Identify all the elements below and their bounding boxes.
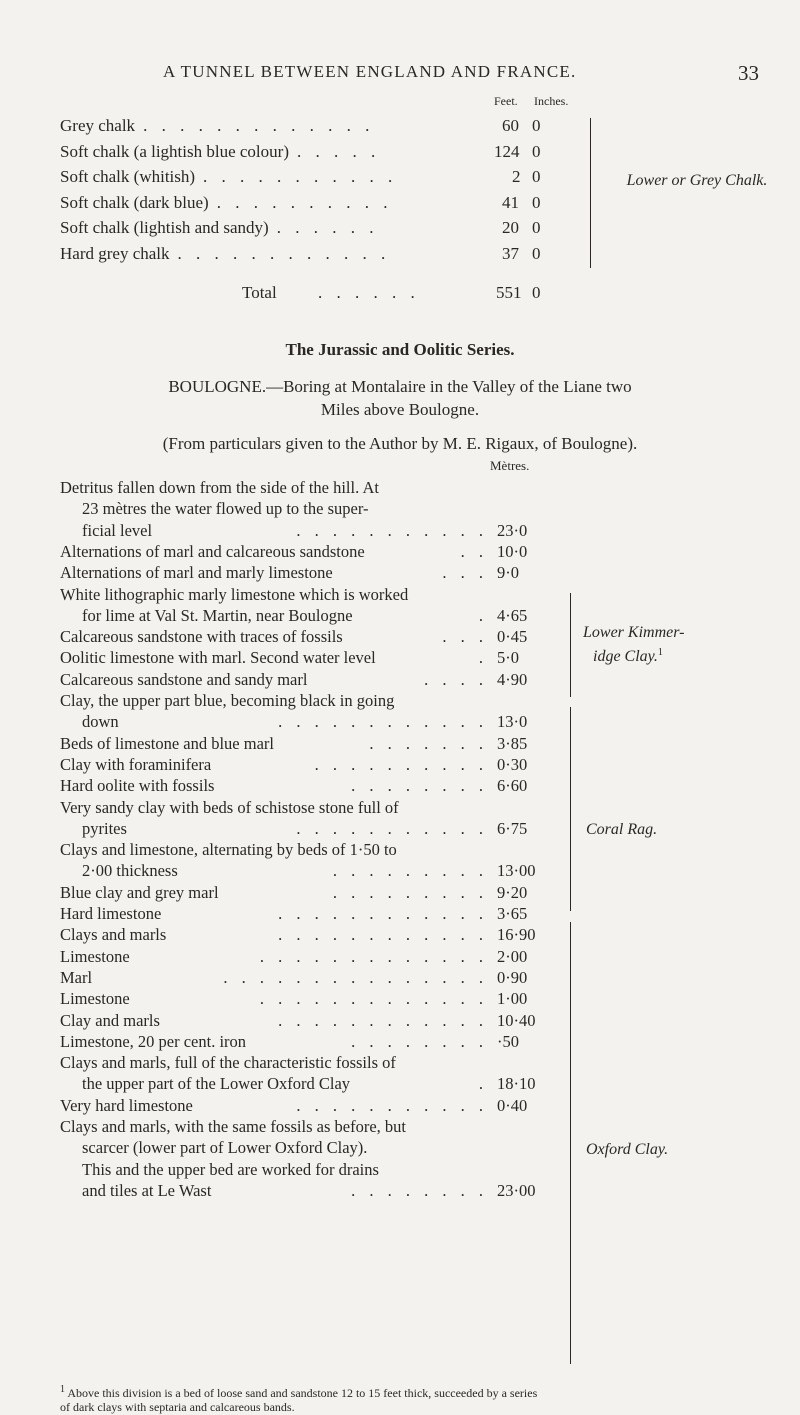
kimmeridge-label-line2	[583, 643, 783, 667]
thickness-inches: 0	[532, 192, 541, 212]
leader-dots: . . . . .	[296, 141, 381, 161]
thickness-metres: 5·0	[497, 648, 519, 668]
stratum-description-line: Beds of limestone and blue marl	[60, 733, 274, 753]
chalk-total-row	[0, 283, 800, 307]
footnote-ref: 1	[657, 647, 663, 658]
stratum-description-line: for lime at Val St. Martin, near Boulogne	[82, 605, 353, 625]
stratum-description-line: Clays and limestone, alternating by beds of 1·50 to	[60, 840, 397, 860]
leader-dots: . . . . . . . . . . . . .	[259, 989, 488, 1009]
leader-dots: . . . . . . . . . . . .	[278, 904, 488, 923]
thickness-metres: 0·90	[497, 967, 528, 987]
leader-dots: . . .	[442, 563, 488, 583]
stratum-description-line: down	[82, 712, 119, 732]
leader-dots: . . . . . . . . . . .	[296, 818, 488, 838]
leader-dots: . . . . . . . . .	[332, 882, 488, 902]
leader-dots: . . . . . . . .	[351, 1031, 488, 1051]
stratum-description-line: White lithographic marly limestone which is worked	[60, 584, 409, 604]
stratum-description-line: the upper part of the Lower Oxford Clay	[82, 1074, 351, 1094]
thickness-metres: 23·00	[497, 1180, 536, 1200]
column-head-feet: Feet.	[494, 94, 518, 108]
boring-title-line1: BOULOGNE.—Boring at Montalaire in the Valley of the Liane two	[168, 377, 632, 396]
leader-dots: . . . . . . . . .	[332, 861, 488, 881]
thickness-feet: 41	[502, 192, 519, 212]
leader-dots: . . . . . . . . . .	[216, 192, 393, 212]
leader-dots: . . . . . . . . . . . .	[177, 243, 391, 263]
stratum-description-line: Hard oolite with fossils	[60, 776, 215, 796]
stratum-description-line: Very hard limestone	[60, 1095, 193, 1115]
leader-dots: . . . . . . . .	[351, 776, 488, 796]
thickness-metres: 3·65	[497, 904, 528, 923]
leader-dots: .	[478, 648, 488, 668]
stratum-description-line: Clays and marls, full of the characteristic fossils of	[60, 1053, 396, 1073]
leader-dots: . . . . . . . .	[351, 1180, 488, 1200]
stratum-description-line: Limestone	[60, 989, 130, 1009]
thickness-metres: 10·40	[497, 1010, 536, 1030]
total-inches: 0	[532, 283, 541, 302]
stratum-description-line: Calcareous sandstone and sandy marl	[60, 669, 308, 689]
stratum-description-line: Limestone, 20 per cent. iron	[60, 1031, 247, 1051]
stratum-description-line: scarcer (lower part of Lower Oxford Clay).	[82, 1138, 368, 1158]
stratum-description-line: 23 mètres the water flowed up to the super-	[82, 499, 369, 519]
thickness-inches: 0	[532, 141, 541, 161]
stratum-description-line: Alternations of marl and marly limestone	[60, 563, 333, 583]
column-head-metres: Mètres.	[490, 458, 530, 473]
thickness-metres: 9·0	[497, 563, 519, 583]
thickness-feet: 60	[502, 116, 519, 135]
leader-dots: . . . . . . . . . . . . . . .	[223, 967, 488, 987]
stratum-description-line: Clays and marls	[60, 925, 167, 945]
thickness-metres: 0·40	[497, 1095, 528, 1115]
leader-dots: . . . . . . . . . . . .	[278, 712, 488, 732]
stratum-description-line: Very sandy clay with beds of schistose stone full of	[60, 797, 399, 817]
total-feet: 551	[496, 283, 522, 302]
thickness-inches: 0	[532, 218, 541, 237]
thickness-metres: 10·0	[497, 541, 528, 561]
stratum-description-line: Detritus fallen down from the side of the hill. At	[60, 478, 379, 497]
thickness-metres: 6·60	[497, 776, 528, 796]
running-header: A TUNNEL BETWEEN ENGLAND AND FRANCE.	[163, 62, 577, 81]
stratum-name: Hard grey chalk	[60, 243, 170, 263]
leader-dots: . . . . . . . . . .	[314, 754, 488, 774]
stratum-description-line: pyrites	[82, 818, 127, 838]
stratum-description-line: This and the upper bed are worked for drains	[82, 1159, 379, 1179]
leader-dots: .	[478, 605, 488, 625]
chalk-row	[0, 218, 800, 242]
leader-dots: . . . .	[424, 669, 488, 689]
chalk-row	[0, 193, 800, 217]
total-label: Total	[242, 283, 277, 302]
stratum-description-line: Clay, the upper part blue, becoming black in going	[60, 691, 395, 710]
stratum-name: Grey chalk	[60, 116, 136, 135]
thickness-metres: 16·90	[497, 925, 536, 945]
kimmeridge-group-label	[583, 623, 783, 667]
thickness-inches: 0	[532, 243, 541, 263]
thickness-feet: 20	[502, 218, 519, 237]
kimmeridge-label-line1: Lower Kimmer-	[583, 624, 685, 641]
boring-title-line2: Miles above Boulogne.	[320, 400, 480, 419]
leader-dots: . . . . . . . . . . . . .	[259, 946, 488, 966]
kimmeridge-label-text: idge Clay.	[593, 648, 658, 666]
stratum-name: Soft chalk (lightish and sandy)	[60, 218, 269, 237]
chalk-row	[0, 244, 800, 268]
footnote-marker: 1	[60, 1384, 65, 1395]
thickness-metres: 3·85	[497, 733, 528, 753]
thickness-metres: 1·00	[497, 989, 528, 1009]
stratum-description-line: Clay and marls	[60, 1010, 160, 1030]
stratum-name: Soft chalk (whitish)	[60, 167, 196, 186]
oxford-clay-group-label: Oxford Clay.	[586, 1141, 669, 1158]
thickness-feet: 124	[494, 141, 520, 161]
total-dots: . . . . . .	[318, 283, 420, 302]
chalk-group-label: Lower or Grey Chalk.	[626, 172, 768, 189]
thickness-metres: 13·00	[497, 861, 536, 881]
thickness-metres: 4·90	[497, 669, 528, 689]
leader-dots: . . . . . . . . . . .	[203, 167, 398, 186]
stratum-description-line: Calcareous sandstone with traces of fossils	[60, 627, 343, 647]
thickness-inches: 0	[532, 116, 541, 135]
thickness-feet: 37	[502, 243, 519, 263]
stratum-name: Soft chalk (a lightish blue colour)	[60, 141, 289, 161]
stratum-description-line: Alternations of marl and calcareous sandstone	[60, 541, 365, 561]
stratum-description-line: Oolitic limestone with marl. Second water level	[60, 648, 376, 668]
leader-dots: . . . . . . . . . . . . .	[143, 116, 375, 135]
thickness-metres: 23·0	[497, 520, 528, 540]
coral-rag-group-label: Coral Rag.	[586, 821, 658, 838]
chalk-bracket	[590, 118, 591, 268]
thickness-metres: 9·20	[497, 882, 528, 902]
leader-dots: . . . . . . .	[369, 733, 488, 753]
stratum-description-line: Blue clay and grey marl	[60, 882, 219, 902]
leader-dots: . . . . . .	[276, 218, 379, 237]
thickness-metres: 0·45	[497, 627, 528, 647]
footnote-text1: Above this division is a bed of loose sand and sandstone 12 to 15 feet thick, succeeded by a series	[67, 1386, 538, 1400]
thickness-metres: ·50	[497, 1031, 519, 1051]
page-number: 33	[738, 61, 759, 85]
leader-dots: . .	[460, 541, 488, 561]
stratum-description-line: Marl	[60, 967, 93, 987]
thickness-feet: 2	[512, 167, 521, 186]
stratum-description-line: Limestone	[60, 946, 130, 966]
stratum-name: Soft chalk (dark blue)	[60, 192, 209, 212]
source-note: (From particulars given to the Author by M. E. Rigaux, of Boulogne).	[162, 434, 638, 453]
stratum-description-line: 2·00 thickness	[82, 861, 178, 881]
thickness-metres: 0·30	[497, 754, 528, 774]
leader-dots: . . . . . . . . . . .	[296, 520, 488, 540]
kimmeridge-bracket	[570, 593, 571, 697]
stratum-description-line: Hard limestone	[60, 904, 162, 923]
thickness-metres: 6·75	[497, 818, 528, 838]
chalk-row	[0, 116, 800, 140]
stratum-description-line: and tiles at Le Wast	[82, 1180, 212, 1200]
column-head-inches: Inches.	[534, 94, 569, 108]
stratum-description-line: Clay with foraminifera	[60, 754, 212, 774]
thickness-inches: 0	[532, 167, 541, 186]
leader-dots: . . .	[442, 627, 488, 647]
chalk-row	[0, 142, 800, 166]
section-heading: The Jurassic and Oolitic Series.	[285, 340, 515, 359]
thickness-metres: 2·00	[497, 946, 528, 966]
thickness-metres: 18·10	[497, 1074, 536, 1094]
leader-dots: . . . . . . . . . . .	[296, 1095, 488, 1115]
stratum-description-line: ficial level	[82, 520, 153, 540]
thickness-metres: 13·0	[497, 712, 528, 732]
oxford-clay-bracket	[570, 922, 571, 1364]
coral-rag-bracket	[570, 707, 571, 911]
leader-dots: . . . . . . . . . . . .	[278, 925, 488, 945]
thickness-metres: 4·65	[497, 605, 528, 625]
footnote-line1	[60, 1384, 537, 1401]
footnote-line2: of dark clays with septaria and calcareous bands.	[60, 1400, 295, 1414]
stratum-description-line: Clays and marls, with the same fossils as before, but	[60, 1117, 406, 1136]
leader-dots: .	[478, 1074, 488, 1094]
leader-dots: . . . . . . . . . . . .	[278, 1010, 488, 1030]
